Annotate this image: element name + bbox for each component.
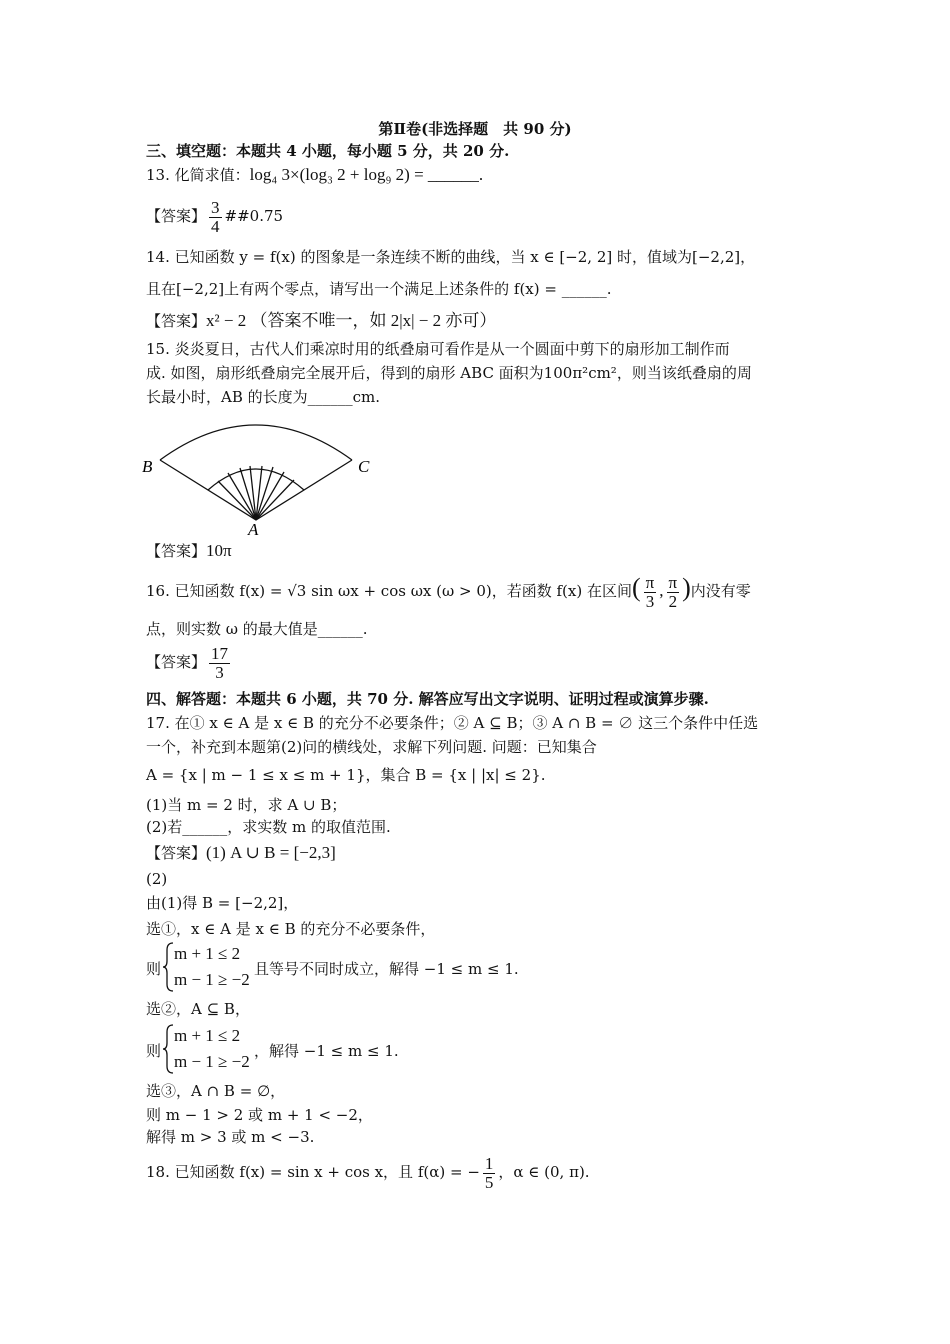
fraction-denominator: 2 [668, 591, 678, 611]
solution-choice-3-result: 解得 m > 3 或 m < −3. [146, 1128, 315, 1146]
question-16-line-2: 点，则实数 ω 的最大值是______. [146, 620, 368, 638]
answer-13 [146, 198, 283, 236]
question-14-line-2: 且在[−2,2]上有两个零点，请写出一个满足上述条件的 f(x) = ______. [146, 280, 612, 298]
fraction-numerator: 17 [211, 643, 229, 663]
system-2-label: 则 [146, 1042, 162, 1060]
question-17-line-3: A = {x | m − 1 ≤ x ≤ m + 1}，集合 B = {x | |x| ≤ 2}. [146, 766, 546, 784]
solution-choice-3: 选③，A ∩ B = ∅， [146, 1082, 286, 1100]
system-1-eq-a: m + 1 ≤ 2 [174, 944, 241, 963]
fan-label-b: B [142, 457, 153, 476]
solution-choice-3-condition: 则 m − 1 > 2 或 m + 1 < −2， [146, 1106, 373, 1124]
close-paren: ) [682, 573, 691, 602]
system-1-conclusion: 且等号不同时成立，解得 −1 ≤ m ≤ 1. [254, 960, 519, 978]
fan-label-a: A [248, 520, 259, 538]
answer-17-part-1: (1) A ∪ B = [−2,3] [206, 843, 336, 862]
answer-13-alt: ##0.75 [224, 207, 284, 225]
fraction-denominator: 5 [484, 1172, 494, 1192]
fraction-numerator: 3 [211, 197, 220, 217]
system-2-eq-b: m − 1 ≥ −2 [174, 1052, 250, 1071]
section-3-heading: 三、填空题：本题共 4 小题，每小题 5 分，共 20 分. [146, 142, 510, 160]
fraction-denominator: 3 [645, 591, 655, 611]
fraction-numerator: 1 [484, 1153, 494, 1173]
interval-right [667, 574, 680, 611]
answer-16 [146, 642, 233, 682]
section-title: 第Ⅱ卷(非选择题 共 90 分) [378, 120, 572, 138]
question-15-line-2: 成. 如图，扇形纸叠扇完全展开后，得到的扇形 ABC 面积为100π²cm²，则当该纸叠扇的周 [146, 364, 752, 382]
system-1-eq-b: m − 1 ≥ −2 [174, 970, 250, 989]
question-17-part-2: (2)若______，求实数 m 的取值范围. [146, 818, 391, 836]
interval-left [644, 574, 657, 611]
question-18 [146, 1152, 590, 1192]
fan-figure [140, 408, 390, 538]
question-15-line-3: 长最小时，AB 的长度为______cm. [146, 388, 381, 406]
fan-inner-arc [208, 469, 304, 490]
question-14-line-1: 14. 已知函数 y = f(x) 的图象是一条连续不断的曲线，当 x ∈ [−2, 2] 时，值域为[−2,2]， [146, 248, 756, 266]
system-1-brace [162, 942, 174, 992]
answer-label: 【答案】 [146, 312, 207, 330]
question-16-text-tail: 内没有零 [690, 582, 751, 600]
system-2-brace [162, 1024, 174, 1074]
fraction-numerator: π [668, 572, 678, 592]
section-4-heading: 四、解答题：本题共 6 小题，共 70 分. 解答应写出文字说明、证明过程或演算步骤. [146, 690, 709, 708]
system-2-conclusion: ，解得 −1 ≤ m ≤ 1. [254, 1042, 399, 1060]
solution-step-2: (2) [146, 870, 168, 888]
question-16-line-1: 16. 已知函数 f(x) = √3 sin ωx + cos ωx (ω > 0)，若函数 f(x) 在区间( $\frac{\pi}{3}$ , $\frac{\pi}{2}$ )内没有零 [146, 572, 751, 611]
question-17-line-1: 17. 在① x ∈ A 是 x ∈ B 的充分不必要条件；② A ⊆ B；③ A ∩ B = ∅ 这三个条件中任选 [146, 714, 759, 732]
fan-label-c: C [358, 457, 370, 476]
answer-label: 【答案】 [146, 542, 207, 560]
question-17-line-2: 一个，补充到本题第(2)问的横线处，求解下列问题. 问题：已知集合 [146, 738, 597, 756]
fraction-numerator: π [645, 572, 655, 592]
system-2-eq-a: m + 1 ≤ 2 [174, 1026, 241, 1045]
answer-14 [146, 310, 496, 332]
question-15-line-1: 15. 炎炎夏日，古代人们乘凉时用的纸叠扇可看作是从一个圆面中剪下的扇形加工制作而 [146, 340, 730, 358]
answer-label: 【答案】 [146, 653, 207, 671]
question-17-part-1: (1)当 m = 2 时，求 A ∪ B； [146, 796, 347, 814]
answer-15-value: 10π [206, 541, 232, 560]
solution-step-b: 由(1)得 B = [−2,2]， [146, 894, 299, 912]
answer-label: 【答案】 [146, 844, 207, 862]
solution-choice-1: 选①，x ∈ A 是 x ∈ B 的充分不必要条件， [146, 920, 436, 938]
question-13-expression: log₄ 3×(log₃ 2 + log₉ 2) = ______. [249, 165, 484, 184]
solution-choice-2: 选②，A ⊆ B， [146, 1000, 250, 1018]
question-18-fraction [483, 1155, 496, 1192]
answer-13-fraction [209, 199, 222, 236]
answer-16-fraction [209, 645, 230, 682]
question-18-text: 18. 已知函数 f(x) = sin x + cos x，且 f(α) = − [146, 1163, 480, 1181]
answer-17 [146, 842, 336, 864]
question-13-prefix: 13. 化简求值： [146, 166, 250, 184]
answer-15 [146, 540, 232, 562]
fraction-denominator: 3 [215, 662, 224, 682]
open-paren: ( [632, 573, 641, 602]
answer-label: 【答案】 [146, 207, 207, 225]
question-13 [146, 164, 483, 186]
question-16-text: 16. 已知函数 f(x) = √3 sin ωx + cos ωx (ω > 0)，若函数 f(x) 在区间 [146, 582, 632, 600]
answer-14-value: x² − 2 （答案不唯一，如 2|x| − 2 亦可） [206, 311, 497, 330]
question-18-text-tail: ，α ∈ (0, π). [498, 1163, 590, 1181]
fan-outer-arc [160, 425, 352, 460]
fraction-denominator: 4 [211, 216, 220, 236]
system-1-label: 则 [146, 960, 162, 978]
